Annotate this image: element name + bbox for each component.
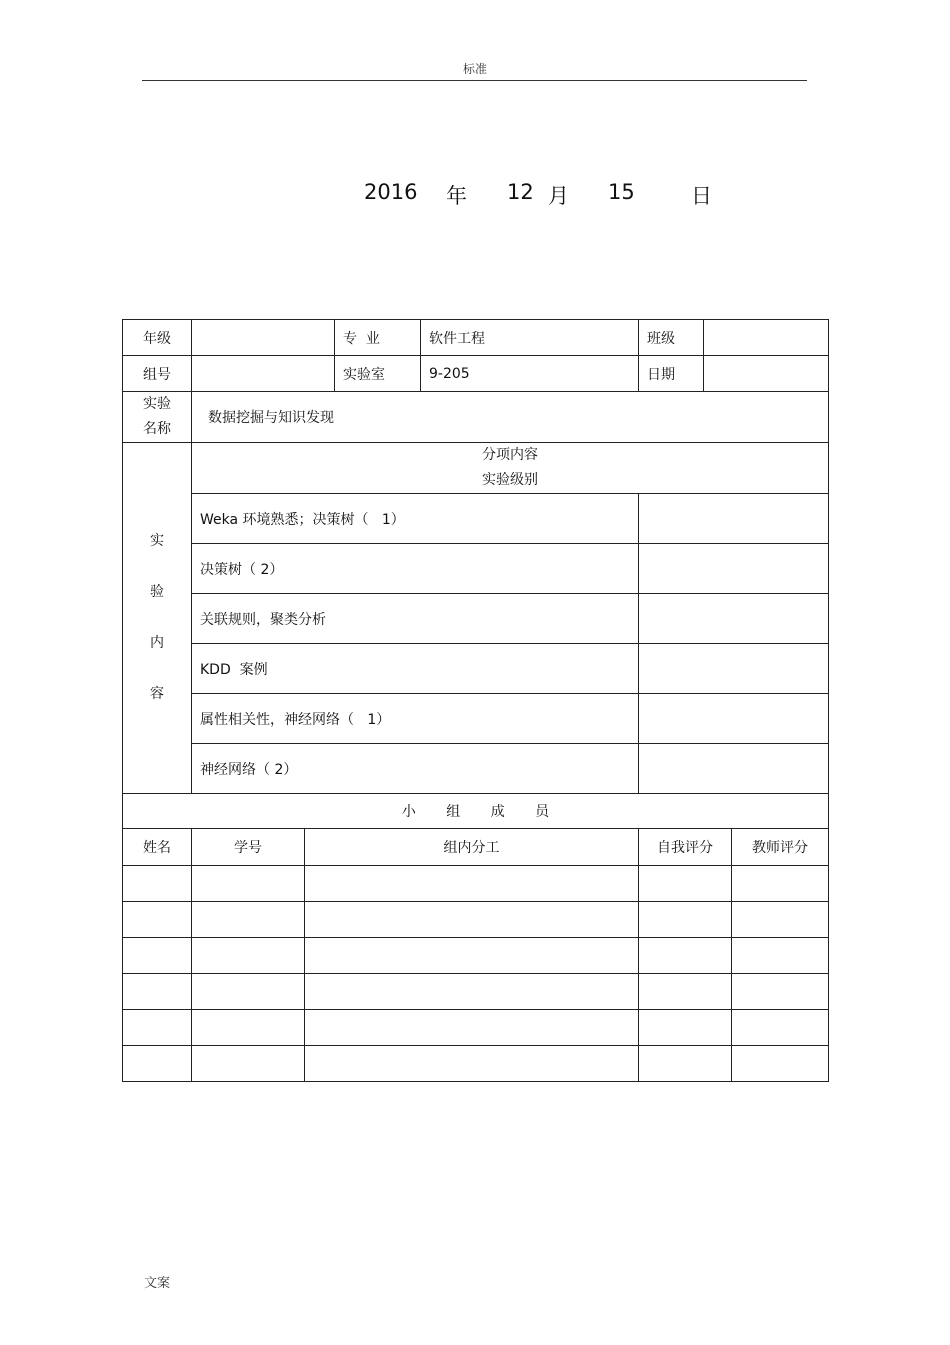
class-label: 班级 [639,320,704,356]
lab-label: 实验室 [335,356,421,392]
page-header: 标准 [462,62,487,76]
member-row [123,866,829,902]
member-name-cell[interactable] [123,902,192,938]
experiment-name-field[interactable]: 数据挖掘与知识发现 [192,392,829,443]
members-col-id: 学号 [192,829,305,866]
experiment-item: Weka 环境熟悉；决策树（ 1） [192,494,639,544]
member-row [123,974,829,1010]
members-col-self-score: 自我评分 [639,829,732,866]
member-name-cell[interactable] [123,938,192,974]
member-name-cell[interactable] [123,866,192,902]
content-label-char: 验 [150,584,164,600]
date-year: 2016 [364,180,418,204]
member-id-cell[interactable] [192,938,305,974]
experiment-item-level[interactable] [639,744,829,794]
items-header [192,443,829,494]
items-header-level: 实验级别 [482,472,538,488]
grade-label: 年级 [123,320,192,356]
member-role-cell[interactable] [305,1046,639,1082]
items-header-content: 分项内容 [482,447,538,463]
member-self-score-cell[interactable] [639,974,732,1010]
major-field[interactable]: 软件工程 [421,320,639,356]
experiment-item: 属性相关性，神经网络（ 1） [192,694,639,744]
member-name-cell[interactable] [123,974,192,1010]
experiment-item-level[interactable] [639,644,829,694]
member-role-cell[interactable] [305,974,639,1010]
member-teacher-score-cell[interactable] [732,1046,829,1082]
experiment-item: KDD 案例 [192,644,639,694]
member-row [123,1046,829,1082]
member-teacher-score-cell[interactable] [732,938,829,974]
experiment-name-label-line-2: 名称 [143,421,171,437]
page-footer: 文案 [144,1276,171,1291]
member-role-cell[interactable] [305,1010,639,1046]
members-col-name: 姓名 [123,829,192,866]
members-col-role: 组内分工 [305,829,639,866]
date-day-unit: 日 [691,184,712,208]
date-day: 15 [608,180,635,204]
member-id-cell[interactable] [192,1046,305,1082]
member-id-cell[interactable] [192,1010,305,1046]
experiment-name-label-line-1: 实验 [143,396,171,412]
experiment-item: 决策树（ 2） [192,544,639,594]
content-label-char: 容 [150,686,164,702]
member-name-cell[interactable] [123,1010,192,1046]
member-role-cell[interactable] [305,938,639,974]
member-row [123,1010,829,1046]
experiment-item-level[interactable] [639,544,829,594]
member-teacher-score-cell[interactable] [732,866,829,902]
member-self-score-cell[interactable] [639,1010,732,1046]
member-name-cell[interactable] [123,1046,192,1082]
group-label: 组号 [123,356,192,392]
experiment-item-level[interactable] [639,694,829,744]
experiment-item: 神经网络（ 2） [192,744,639,794]
experiment-item: 关联规则，聚类分析 [192,594,639,644]
major-label: 专 业 [335,320,421,356]
member-teacher-score-cell[interactable] [732,1010,829,1046]
content-label-char: 内 [150,635,164,651]
experiment-item-level[interactable] [639,594,829,644]
member-id-cell[interactable] [192,866,305,902]
header-rule [142,80,807,81]
experiment-content-label [123,443,192,794]
date-year-unit: 年 [446,184,467,208]
member-teacher-score-cell[interactable] [732,974,829,1010]
member-role-cell[interactable] [305,902,639,938]
lab-field[interactable]: 9-205 [421,356,639,392]
grade-field[interactable] [192,320,335,356]
member-self-score-cell[interactable] [639,902,732,938]
member-row [123,938,829,974]
member-id-cell[interactable] [192,974,305,1010]
member-self-score-cell[interactable] [639,938,732,974]
content-label-char: 实 [150,533,164,549]
experiment-name-label [123,392,192,443]
members-title: 小 组 成 员 [123,794,829,829]
date-line [0,180,950,210]
member-self-score-cell[interactable] [639,866,732,902]
member-self-score-cell[interactable] [639,1046,732,1082]
date-month: 12 [507,180,534,204]
member-teacher-score-cell[interactable] [732,902,829,938]
experiment-item-level[interactable] [639,494,829,544]
member-role-cell[interactable] [305,866,639,902]
members-col-teacher-score: 教师评分 [732,829,829,866]
date-month-unit: 月 [548,184,569,208]
group-field[interactable] [192,356,335,392]
member-id-cell[interactable] [192,902,305,938]
member-row [123,902,829,938]
date-field[interactable] [704,356,829,392]
class-field[interactable] [704,320,829,356]
experiment-form [122,319,829,1082]
date-label: 日期 [639,356,704,392]
